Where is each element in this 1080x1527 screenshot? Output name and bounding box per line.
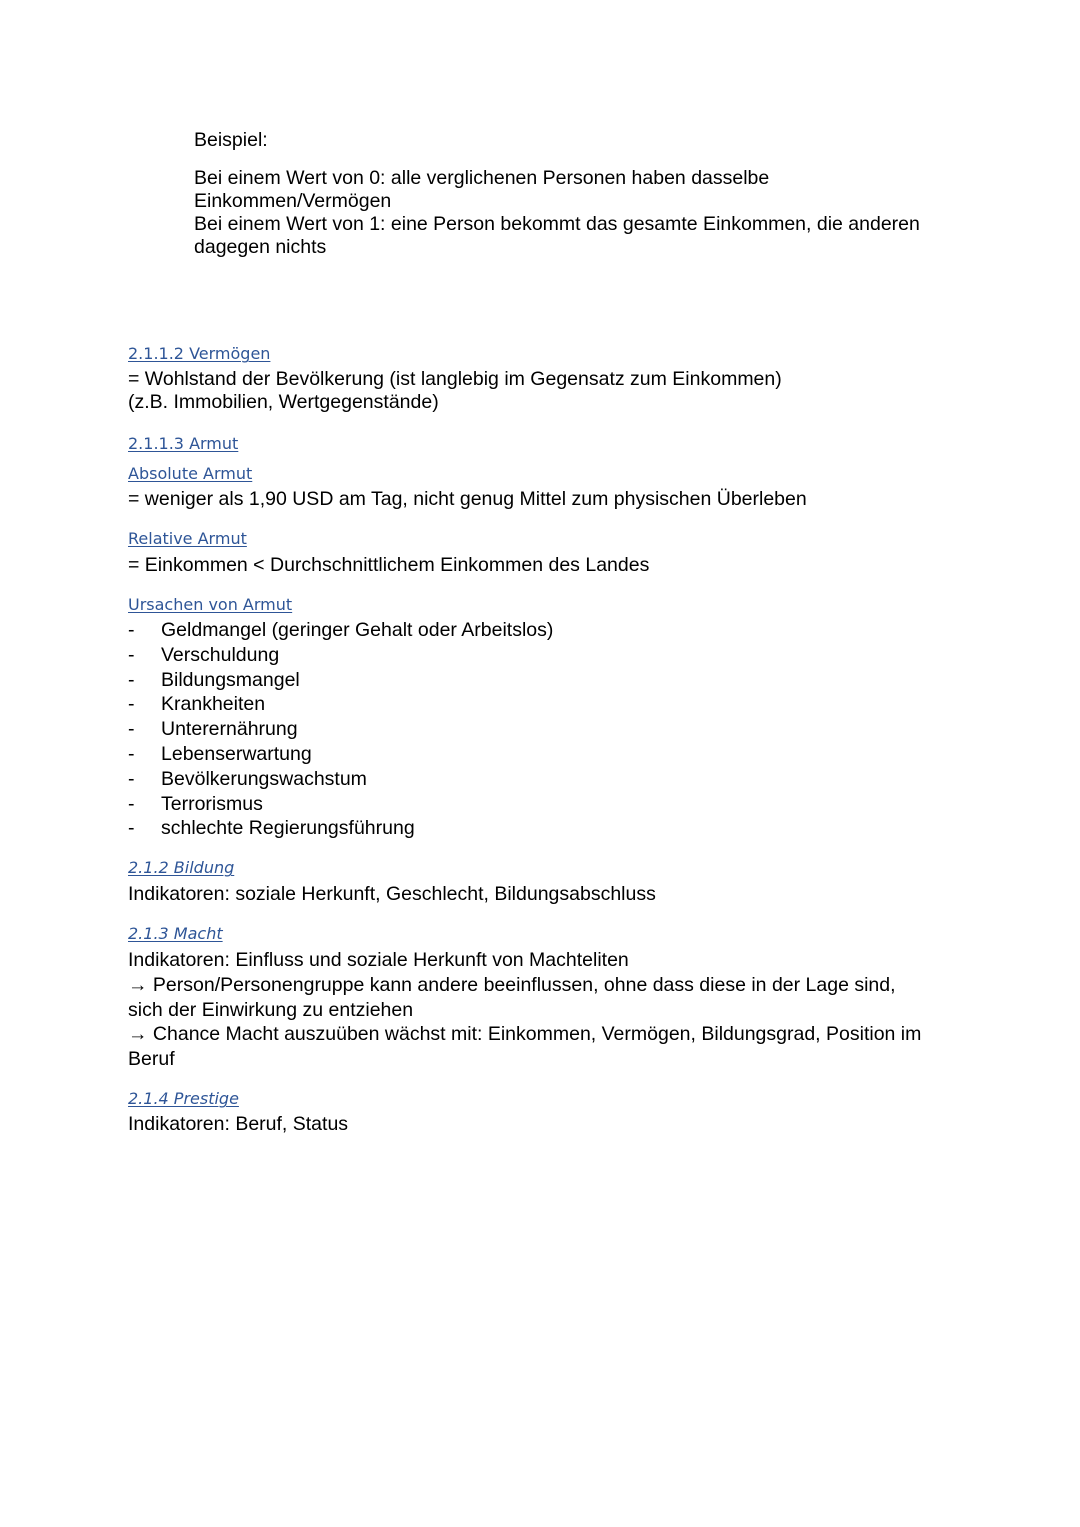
heading-relative-armut: Relative Armut — [128, 529, 247, 548]
list-item — [128, 618, 553, 643]
heading-absolute-armut: Absolute Armut — [128, 464, 253, 483]
list-item — [128, 816, 553, 841]
vermoegen-line: (z.B. Immobilien, Wertgegenstände) — [128, 391, 439, 413]
example-line: Bei einem Wert von 0: alle verglichenen Personen haben dasselbe — [194, 167, 770, 189]
list-item-text: Terrorismus — [161, 792, 263, 815]
list-item — [128, 668, 553, 693]
causes-list — [128, 618, 553, 841]
list-item — [128, 792, 553, 817]
list-item — [128, 742, 553, 767]
list-item-text: Geldmangel (geringer Gehalt oder Arbeitslos) — [161, 619, 554, 641]
list-item-text: Unterernährung — [161, 718, 298, 741]
macht-text — [128, 948, 921, 1072]
example-text — [194, 167, 920, 259]
dash-bullet: - — [128, 693, 135, 716]
example-title — [194, 129, 268, 152]
macht-line: Indikatoren: Einfluss und soziale Herkunft von Machteliten — [128, 949, 629, 971]
macht-line: Beruf — [128, 1048, 175, 1071]
heading-armut: 2.1.1.3 Armut — [128, 434, 239, 453]
dash-bullet: - — [128, 767, 135, 790]
macht-line: → Person/Personengruppe kann andere beeinflussen, ohne dass diese in der Lage sind, — [128, 973, 896, 996]
heading-prestige: 2.1.4 Prestige — [128, 1089, 239, 1108]
example-title-text: Beispiel: — [194, 129, 268, 151]
list-item — [128, 717, 553, 742]
relative-armut-text: = Einkommen < Durchschnittlichem Einkommen des Landes — [128, 554, 650, 576]
vermoegen-text — [128, 368, 782, 414]
dash-bullet: - — [128, 792, 135, 815]
heading-macht: 2.1.3 Macht — [128, 924, 223, 943]
absolute-armut-text: = weniger als 1,90 USD am Tag, nicht genug Mittel zum physischen Überleben — [128, 488, 807, 510]
bildung-text: Indikatoren: soziale Herkunft, Geschlecht, Bildungsabschluss — [128, 883, 656, 905]
list-item-text: Bildungsmangel — [161, 668, 300, 691]
dash-bullet: - — [128, 718, 135, 741]
list-item-text: Verschuldung — [161, 643, 280, 666]
list-item-text: Bevölkerungswachstum — [161, 767, 367, 790]
list-item-text: schlechte Regierungsführung — [161, 817, 415, 840]
macht-line: → Chance Macht auszuüben wächst mit: Einkommen, Vermögen, Bildungsgrad, Position im — [128, 1023, 922, 1046]
list-item — [128, 643, 553, 668]
heading-ursachen-armut: Ursachen von Armut — [128, 595, 293, 614]
heading-bildung: 2.1.2 Bildung — [128, 858, 235, 877]
list-item-text: Krankheiten — [161, 693, 266, 716]
list-item — [128, 767, 553, 792]
example-line: Bei einem Wert von 1: eine Person bekommt das gesamte Einkommen, die anderen — [194, 213, 920, 235]
example-line: dagegen nichts — [194, 236, 327, 258]
prestige-text: Indikatoren: Beruf, Status — [128, 1113, 349, 1135]
macht-line: sich der Einwirkung zu entziehen — [128, 998, 414, 1021]
dash-bullet: - — [128, 817, 135, 840]
list-item — [128, 692, 553, 717]
heading-vermoegen: 2.1.1.2 Vermögen — [128, 344, 271, 363]
list-item-text: Lebenserwartung — [161, 742, 312, 765]
dash-bullet: - — [128, 643, 135, 666]
dash-bullet: - — [128, 742, 135, 765]
example-line: Einkommen/Vermögen — [194, 190, 392, 212]
dash-bullet: - — [128, 619, 135, 641]
vermoegen-line: = Wohlstand der Bevölkerung (ist langlebig im Gegensatz zum Einkommen) — [128, 368, 782, 390]
dash-bullet: - — [128, 668, 135, 691]
